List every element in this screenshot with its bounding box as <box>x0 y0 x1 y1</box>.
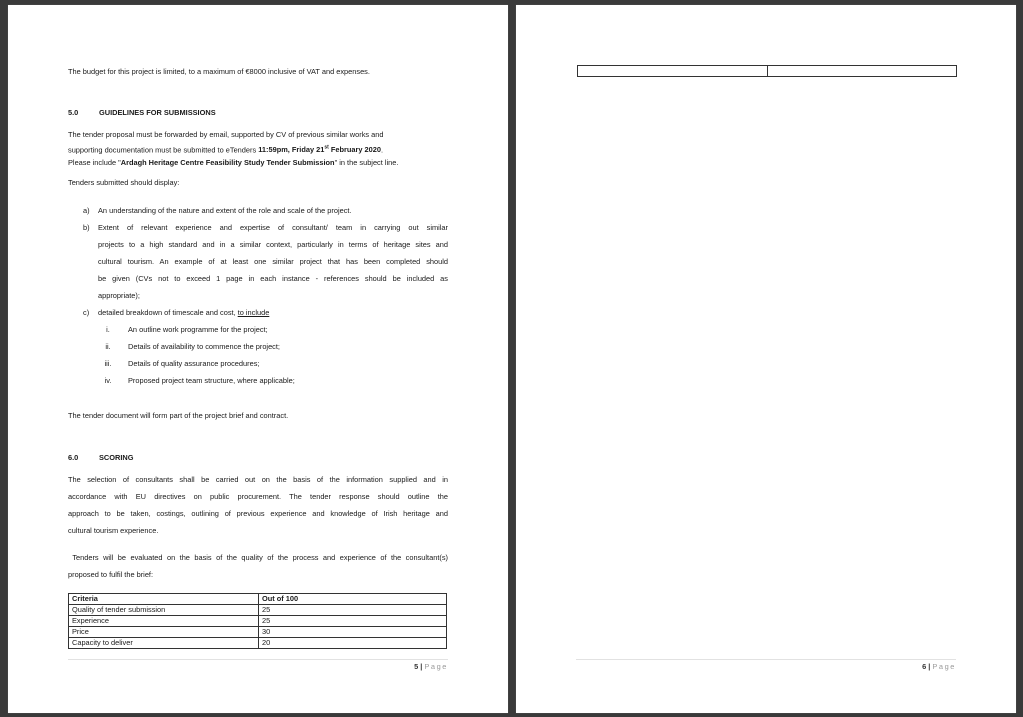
section-number: 5.0 <box>68 108 79 117</box>
criteria-cell: Capacity to deliver <box>69 638 259 649</box>
document-page-6 <box>516 5 1016 713</box>
paragraph-line: Tenders will be evaluated on the basis of the quality of the process and experience of the consultant(s) <box>68 553 448 562</box>
paragraph-line: The tender proposal must be forwarded by email, supported by CV of previous similar works and <box>68 130 384 139</box>
footer-divider <box>576 659 956 660</box>
evaluation-paragraph <box>68 549 448 583</box>
score-cell: 25 <box>259 616 447 627</box>
list-marker: ii. <box>105 342 111 351</box>
table-header-cell: Out of 100 <box>259 594 447 605</box>
text-run: 11:59pm, Friday 21 <box>258 144 325 154</box>
score-cell: 20 <box>259 638 447 649</box>
footer-divider <box>68 659 448 660</box>
scoring-table <box>68 593 447 649</box>
table-header-row <box>69 594 447 605</box>
page-footer <box>922 662 956 671</box>
display-intro: Tenders submitted should display: <box>68 178 180 187</box>
scoring-paragraph <box>68 471 448 539</box>
subject-line-text: Ardagh Heritage Centre Feasibility Study Tender Submission <box>120 158 335 168</box>
requirements-list <box>83 202 448 389</box>
page-label: Page <box>932 662 956 671</box>
sub-list-item-text: Details of availability to commence the project; <box>128 342 280 351</box>
underlined-text: to include <box>237 308 270 317</box>
text-run: Please include " <box>68 158 121 168</box>
footer-separator: | <box>928 662 931 671</box>
list-item <box>83 219 448 304</box>
paragraph-line: accordance with EU directives on public procurement. The tender response should outline the <box>68 492 448 501</box>
sub-list-item <box>83 355 448 372</box>
paragraph-line <box>68 156 398 170</box>
footer-separator: | <box>420 662 423 671</box>
table-cell <box>578 66 768 77</box>
section-title: GUIDELINES FOR SUBMISSIONS <box>99 108 216 117</box>
page-label: Page <box>424 662 448 671</box>
sub-list-item <box>83 338 448 355</box>
submission-paragraph <box>68 128 398 170</box>
table-row <box>69 616 447 627</box>
list-item-text: detailed breakdown of timescale and cost, <box>98 308 238 317</box>
criteria-cell: Quality of tender submission <box>69 605 259 616</box>
paragraph-line: proposed to fulfil the brief: <box>68 570 154 579</box>
list-item-text: be given (CVs not to exceed 1 page in each instance - references should be included as <box>98 274 448 283</box>
document-page-5 <box>8 5 508 713</box>
table-row <box>69 638 447 649</box>
table-cell <box>768 66 957 77</box>
text-run: February 2020 <box>328 144 381 154</box>
list-item <box>83 202 448 219</box>
list-item-text: appropriate); <box>98 291 140 300</box>
paragraph-line <box>68 142 398 157</box>
text-run: . <box>381 144 384 154</box>
table-row <box>69 627 447 638</box>
score-cell: 30 <box>259 627 447 638</box>
closing-paragraph: The tender document will form part of the project brief and contract. <box>68 411 289 420</box>
page-number: 5 <box>414 662 419 671</box>
list-item-text: cultural tourism. An example of at least one similar project that has been completed should <box>98 257 448 266</box>
list-item-text: An understanding of the nature and extent of the role and scale of the project. <box>98 206 352 215</box>
list-marker: i. <box>106 325 110 334</box>
section-5-heading <box>68 108 216 117</box>
list-marker: a) <box>83 206 90 215</box>
superscript: st <box>324 144 329 151</box>
budget-paragraph: The budget for this project is limited, to a maximum of €8000 inclusive of VAT and expenses. <box>68 67 370 76</box>
section-title: SCORING <box>99 453 134 462</box>
paragraph-line: approach to be taken, costings, outlining of previous experience and knowledge of Irish heritage and <box>68 509 448 518</box>
page-number: 6 <box>922 662 927 671</box>
list-marker: iii. <box>104 359 112 368</box>
score-cell: 25 <box>259 605 447 616</box>
list-marker: iv. <box>104 376 112 385</box>
table-header-cell: Criteria <box>69 594 259 605</box>
paragraph-line: cultural tourism experience. <box>68 526 159 535</box>
criteria-cell: Price <box>69 627 259 638</box>
deadline-text <box>258 144 384 154</box>
empty-table <box>577 65 957 77</box>
section-6-heading <box>68 453 134 462</box>
sub-list-item-text: An outline work programme for the project; <box>128 325 268 334</box>
criteria-cell: Experience <box>69 616 259 627</box>
text-run: " in the subject line. <box>334 158 399 168</box>
sub-list-item-text: Details of quality assurance procedures; <box>128 359 260 368</box>
table-row <box>578 66 957 77</box>
paragraph-line: The selection of consultants shall be carried out on the basis of the information supplied and in <box>68 475 448 484</box>
section-number: 6.0 <box>68 453 79 462</box>
text-run: supporting documentation must be submitted to eTenders <box>68 144 259 154</box>
sub-list-item-text: Proposed project team structure, where applicable; <box>128 376 295 385</box>
table-row <box>69 605 447 616</box>
list-item-text: Extent of relevant experience and expertise of consultant/ team in carrying out similar <box>98 223 448 232</box>
list-item <box>83 304 448 321</box>
page-footer <box>414 662 448 671</box>
sub-list-item <box>83 321 448 338</box>
list-marker: c) <box>83 308 90 317</box>
sub-list-item <box>83 372 448 389</box>
list-marker: b) <box>83 223 90 232</box>
list-item-text: projects to a high standard and in a similar context, particularly in terms of heritage sites and <box>98 240 448 249</box>
